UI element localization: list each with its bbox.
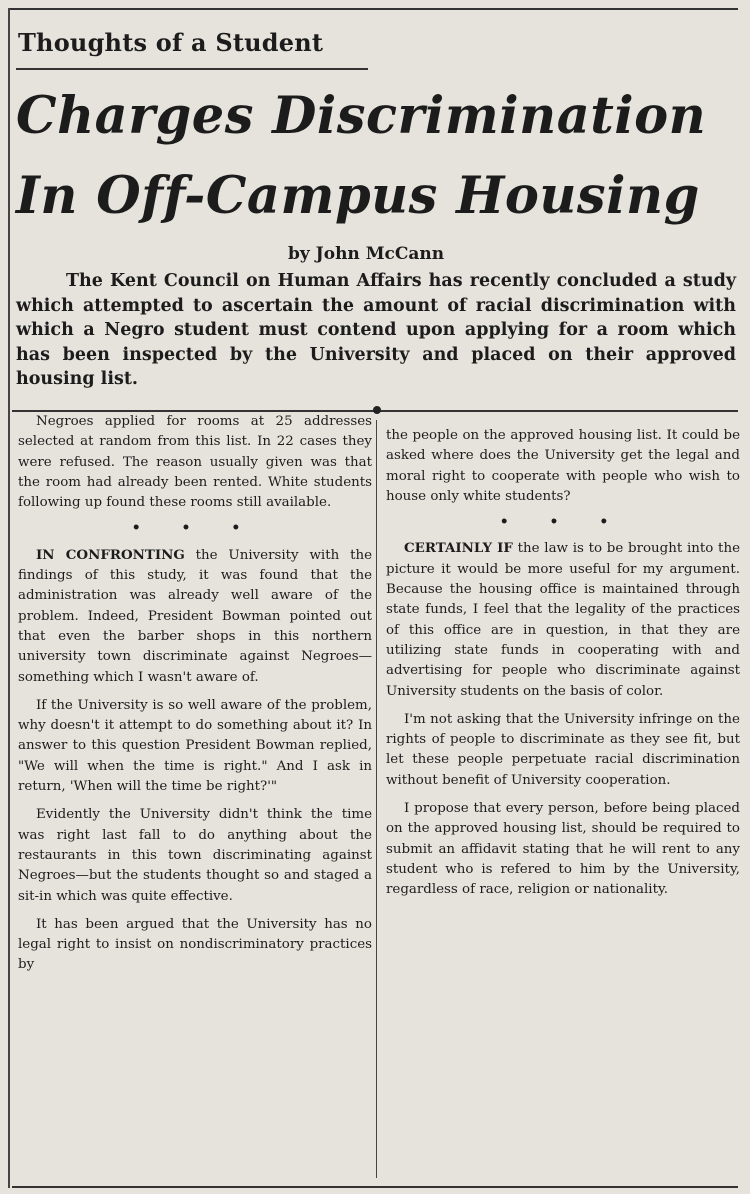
kicker: Thoughts of a Student xyxy=(18,28,324,57)
right-paragraph-2-lead: CERTAINLY IF xyxy=(404,540,513,557)
bottom-rule xyxy=(12,1186,738,1188)
section-break-stars: • • • xyxy=(499,514,627,531)
byline: by John McCann xyxy=(288,244,445,264)
left-paragraph-3: If the University is so well aware of the problem, why doesn't it attempt to do something about it? In answer to this question President Bowman replied, "We will when the time is right." And I ask in return, 'When will the time be right?'" xyxy=(18,697,372,795)
headline: Charges Discrimination In Off-Campus Housing xyxy=(16,86,707,226)
right-column xyxy=(386,426,740,901)
left-paragraph-5: It has been argued that the University has no legal right to insist on nondiscriminatory practices by xyxy=(18,916,372,973)
column-divider xyxy=(376,420,377,1178)
left-column xyxy=(18,412,372,976)
right-paragraph-2 xyxy=(386,538,740,701)
column-bullet xyxy=(373,406,381,414)
right-paragraph-2-rest: the law is to be brought into the picture it would be more useful for my argument. Because the housing office is maintained through state funds, I feel that the legality of the practices of this office are in question, in that they are utilizing state funds in cooperating with and advertising for people who discriminate against University students on the basis of color. xyxy=(386,541,740,699)
column-edge-rule xyxy=(8,8,10,1188)
right-paragraph-1: the people on the approved housing list. It could be asked where does the University get the legal and moral right to cooperate with people who wish to house only white students? xyxy=(386,428,740,504)
kicker-underline xyxy=(16,68,368,70)
section-break-stars: • • • xyxy=(131,520,259,537)
lede-paragraph xyxy=(16,269,736,392)
left-paragraph-2 xyxy=(18,545,372,688)
left-paragraph-4: Evidently the University didn't think the time was right last fall to do anything about the restaurants in this town discriminating against Negroes—but the students thought so and staged a sit-in which was quite effective. xyxy=(18,807,372,904)
left-paragraph-1: Negroes applied for rooms at 25 addresses selected at random from this list. In 22 cases they were refused. The reason usually given was that the room had already been rented. White students following up found these rooms still available. xyxy=(18,414,372,511)
left-paragraph-2-rest: the University with the findings of this study, it was found that the administration was already well aware of the problem. Indeed, President Bowman pointed out that even the barber shops in this northern university town discriminate against Negroes—something which I wasn't aware of. xyxy=(18,547,372,685)
right-paragraph-3: I'm not asking that the University infringe on the rights of people to discriminate as they see fit, but let these people perpetuate racial discrimination without benefit of University cooperation. xyxy=(386,711,740,788)
left-paragraph-2-lead: IN CONFRONTING xyxy=(36,546,185,563)
right-paragraph-4: I propose that every person, before being placed on the approved housing list, should be required to submit an affidavit stating that he will rent to any student who is refered to him by the University, regardless of race, religion or nationality. xyxy=(386,801,740,898)
top-rule xyxy=(10,8,738,10)
lede-text: The Kent Council on Human Affairs has recently concluded a study which attempted to ascertain the amount of racial discrimination with which a Negro student must contend upon applying for a room which has been inspected by the University and placed on their approved housing list. xyxy=(16,271,736,389)
